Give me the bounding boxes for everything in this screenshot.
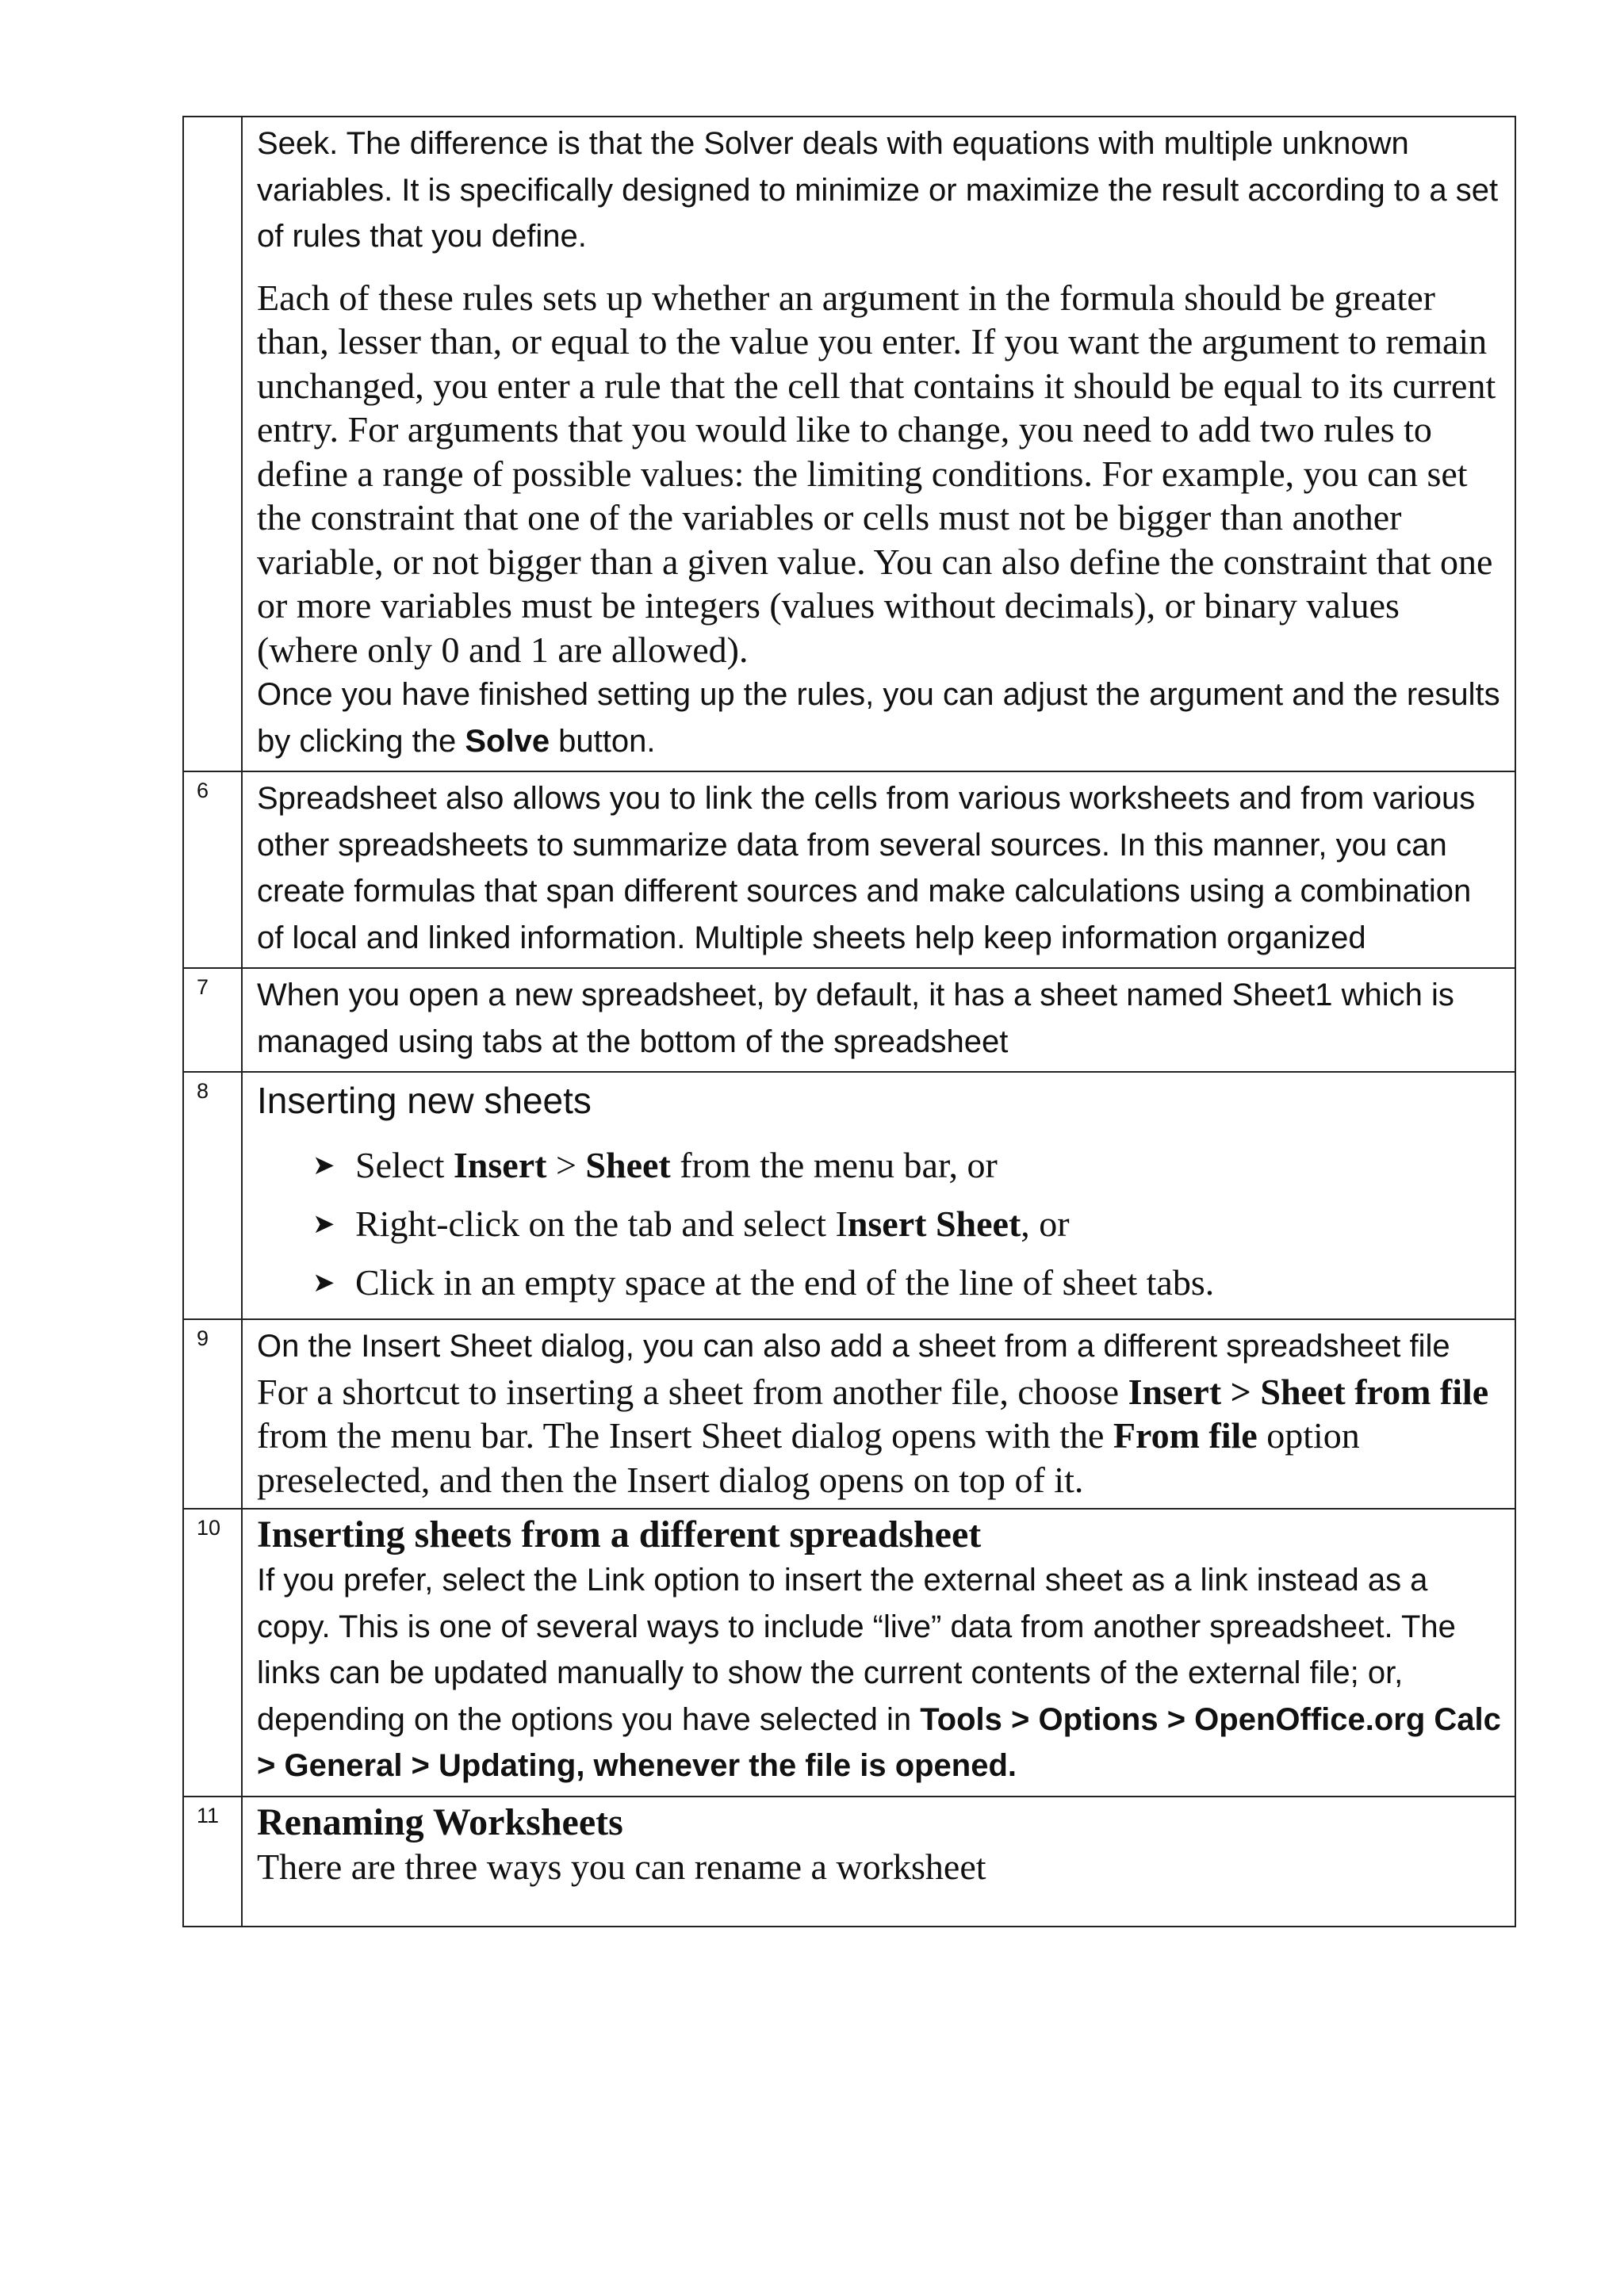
link-cells-text: Spreadsheet also allows you to link the cells from various worksheets and from various other spreadsheets to summarize data from several sources. In this manner, you can create formulas that span different sources and make calculations using a combination of local and linked information. Multiple sheets help keep information organized (257, 781, 1476, 955)
section-heading: Inserting new sheets (257, 1080, 592, 1121)
table-row (183, 1797, 1515, 1927)
table-row (183, 771, 1515, 968)
row-number: 10 (183, 1509, 242, 1797)
row-number: 11 (183, 1797, 242, 1927)
bullet-list (257, 1136, 1503, 1312)
rename-intro-text: There are three ways you can rename a worksheet (257, 1846, 986, 1887)
row-number: 6 (183, 771, 242, 968)
shortcut-text: For a shortcut to inserting a sheet from another file, choose Insert > Sheet from file from the menu bar. The Insert Sheet dialog opens with the From file option preselected, and then the Insert dialog opens on top of it. (257, 1371, 1489, 1500)
table-row (183, 1319, 1515, 1509)
table-row (183, 968, 1515, 1072)
arrow-bullet-icon: ➤ (312, 1267, 335, 1299)
section-heading: Inserting sheets from a different spreadsheet (257, 1513, 982, 1556)
arrow-bullet-icon: ➤ (312, 1208, 335, 1240)
arrow-bullet-icon: ➤ (312, 1150, 335, 1181)
content-table (182, 116, 1516, 1927)
link-option-text: If you prefer, select the Link option to insert the external sheet as a link instead as a copy. This is one of several ways to include “live” data from another spreadsheet. The links can be updated manually to show the current contents of the external file; or, depending on the options you have selected in Tools > Options > OpenOffice.org Calc > General > Updating, whenever the file is opened. (257, 1563, 1501, 1783)
row-number: 8 (183, 1072, 242, 1319)
solver-finish-text: Once you have finished setting up the rules, you can adjust the argument and the results by clicking the Solve button. (257, 677, 1500, 759)
table-row (183, 1072, 1515, 1319)
row-number (183, 117, 242, 771)
solver-rules-text: Each of these rules sets up whether an argument in the formula should be greater than, lesser than, or equal to the value you enter. If you want the argument to remain unchanged, you enter a rule that the cell that contains it should be equal to its current entry. For arguments that you would like to change, you need to add two rules to define a range of possible values: the limiting conditions. For example, you can set the constraint that one of the variables or cells must not be bigger than another variable, or not bigger than a given value. You can also define the constraint that one or more variables must be integers (values without decimals), or binary values (where only 0 and 1 are allowed). (257, 277, 1496, 670)
list-item: ➤ Select Insert > Sheet from the menu bar, or (312, 1136, 1503, 1195)
default-sheet-text: When you open a new spreadsheet, by default, it has a sheet named Sheet1 which is managed using tabs at the bottom of the spreadsheet (257, 978, 1454, 1059)
list-item: ➤ Right-click on the tab and select Insert Sheet, or (312, 1195, 1503, 1253)
list-item: ➤ Click in an empty space at the end of the line of sheet tabs. (312, 1253, 1503, 1312)
row-number: 7 (183, 968, 242, 1072)
table-row (183, 117, 1515, 771)
section-heading: Renaming Worksheets (257, 1800, 623, 1843)
row-number: 9 (183, 1319, 242, 1509)
table-row (183, 1509, 1515, 1797)
insert-dialog-text: On the Insert Sheet dialog, you can also add a sheet from a different spreadsheet file (257, 1329, 1450, 1364)
solver-intro-text: Seek. The difference is that the Solver deals with equations with multiple unknown variables. It is specifically designed to minimize or maximize the result according to a set of rules that you define. (257, 126, 1499, 254)
